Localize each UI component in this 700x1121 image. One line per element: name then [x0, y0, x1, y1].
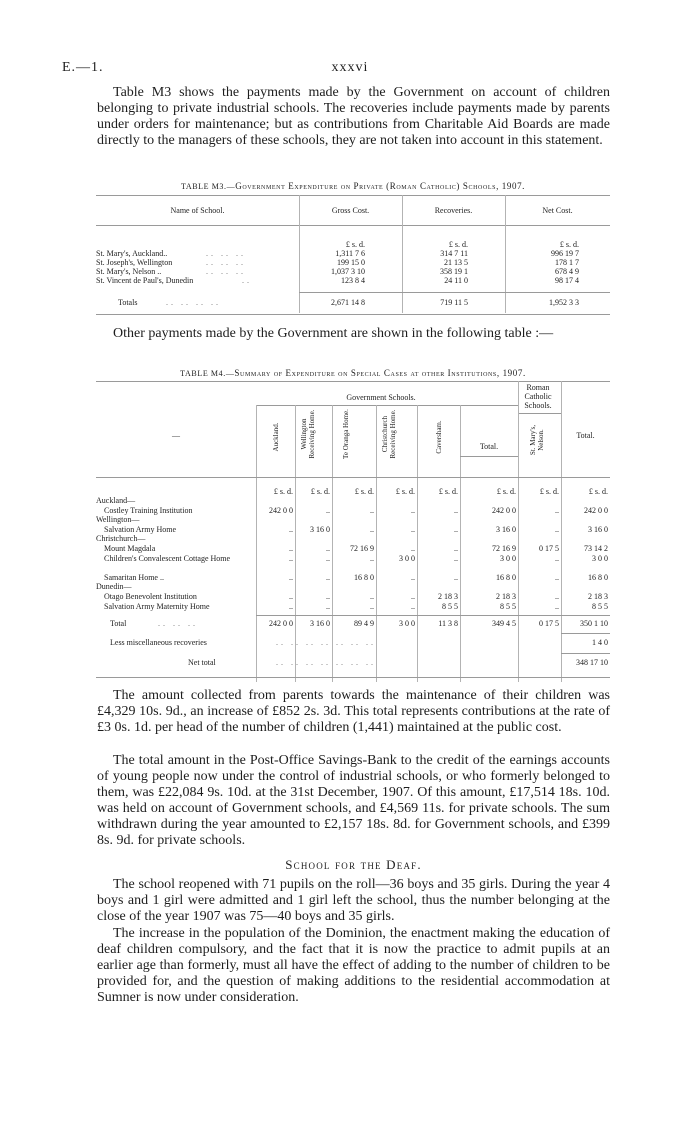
table-cell: .. [411, 524, 415, 534]
table-cell: 72 16 9 [350, 544, 374, 553]
table-cell: .. [326, 572, 330, 582]
table-cell: .. [555, 601, 559, 611]
table-cell: .. [454, 524, 458, 534]
table-cell: .. [411, 601, 415, 611]
table-cell: 242 0 0 [584, 505, 608, 515]
header-page-number: xxxvi [331, 60, 369, 75]
table-cell: 2 18 3 [496, 592, 516, 601]
table-cell: .. [555, 592, 559, 601]
table-cell: 16 8 0 [354, 572, 374, 582]
table-cell: .. [555, 505, 559, 515]
table-cell: .. [326, 505, 330, 515]
table-cell: .. [326, 592, 330, 601]
table-cell: 3 0 0 [592, 553, 608, 563]
table-cell: .. [555, 553, 559, 563]
paragraph-deaf-school-roll: The school reopened with 71 pupils on the roll—36 boys and 35 girls. During the year 4 boys and 1 girl were admitted and 1 girl left the school, thus the number belonging at the close of the year 1907 was 75—40 boys and 35 girls. [97, 877, 610, 925]
table-cell: .. [454, 553, 458, 563]
table-cell: .. [411, 544, 415, 553]
row-label: Auckland— [96, 496, 136, 505]
table-m4-col-auckland: Auckland. [272, 422, 280, 452]
paragraph-parent-contributions: The amount collected from parents towards the maintenance of their children was £4,329 10s. 9d., an increase of £852 2s. 3d. This total represents contributions at the rate of £3 0s. 1d. per head of the number of children (1,441) maintained at the public cost. [97, 688, 610, 736]
table-cell: 2 18 3 [438, 592, 458, 601]
paragraph-table-m4-intro: Other payments made by the Government are shown in the following table :— [113, 326, 554, 341]
table-m3-header-gross: Gross Cost. [331, 206, 370, 215]
table-cell: .. [454, 572, 458, 582]
table-m4-col-christchurch: Christchurch Receiving Home. [381, 409, 397, 459]
table-cell: .. [454, 544, 458, 553]
table-cell: 16 8 0 [496, 572, 516, 582]
table-cell: 8 5 5 [592, 601, 608, 611]
table-cell: 2 18 3 [588, 592, 608, 601]
row-label: Wellington— [96, 515, 140, 525]
table-m4-col-total: Total. [576, 431, 595, 440]
table-m4-col-dash: — [172, 431, 180, 440]
table-m3-unit-gross: £ s. d. [345, 240, 365, 249]
row-label: Costley Training Institution [104, 505, 193, 515]
table-cell: .. [289, 601, 293, 611]
table-cell: .. [555, 524, 559, 534]
table-m4-group-government: Government Schools. [346, 393, 416, 402]
table-cell: .. [289, 592, 293, 601]
table-cell: .. [411, 592, 415, 601]
row-label: Samaritan Home .. [104, 572, 164, 582]
page-header [62, 60, 638, 78]
table-m3-header-school: Name of School. [170, 206, 225, 215]
table-cell: .. [454, 505, 458, 515]
table-cell: 3 0 0 [500, 553, 516, 563]
table-m4-col-st-marys: St. Mary's, Nelson. [529, 424, 545, 456]
table-cell: .. [555, 572, 559, 582]
table-m3-unit-net: £ s. d. [559, 240, 579, 249]
paragraph-deaf-school-accommodation: The increase in the population of the Dominion, the enactment making the education of deaf children compulsory, and the fact that it is now the practice to admit pupils at an earlier age than formerly, must all have the effect of adding to the number of children to be provided for, and the question of making additions to the residential accommodation at Sumner is now under consideration. [97, 926, 610, 1006]
table-m4-col-te-oranga: Te Oranga Home. [342, 409, 350, 459]
table-cell: .. [289, 572, 293, 582]
table-cell: 3 16 0 [588, 524, 608, 534]
table-cell: .. [411, 505, 415, 515]
table-cell: 72 16 9 [492, 544, 516, 553]
paragraph-table-m3-intro: Table M3 shows the payments made by the Government on account of children belonging to private industrial schools. The recoveries include payments made by parents under orders for maintenance; but as contributions from Charitable Aid Boards are made directly to the managers of these schools, they are not taken into account in this statement. [97, 85, 610, 149]
table-m3: Name of School. Gross Cost. Recoveries. Net Cost. £ s. d. £ s. d. £ s. d. St. Mary's, Auckland.. .. .. .. 1,311 7 6 314 7 11 996 19 7 St. Joseph's, Wellington .. .. .. 199 15 0 21 13 5 178 1 7 St. Mary's, Nelson .. .. .. .. 1,037 3 10 358 19 1 678 4 9 St. Vincent de Paul's, Dunedin .. 123 8 4 24 11 0 98 17 4 Totals .. .. .. .. 2,671 14 8 719 11 5 1,952 3 3 [96, 195, 610, 320]
row-label: Mount Magdala [104, 544, 156, 553]
table-cell: 242 0 0 [492, 505, 516, 515]
table-m3-header-net: Net Cost. [542, 206, 573, 215]
table-cell: 3 0 0 [399, 553, 415, 563]
header-ref: E.—1. [62, 60, 104, 75]
table-cell: .. [411, 572, 415, 582]
table-cell: 8 5 5 [500, 601, 516, 611]
row-label: Children's Convalescent Cottage Home [104, 553, 231, 563]
table-m4-group-roman-catholic: Roman Catholic Schools. [524, 383, 552, 410]
table-cell: 3 16 0 [496, 524, 516, 534]
row-label: Otago Benevolent Institution [104, 592, 197, 601]
table-cell: 73 14 2 [584, 544, 608, 553]
table-cell: .. [370, 601, 374, 611]
table-cell: .. [370, 592, 374, 601]
table-m3-header-recoveries: Recoveries. [434, 206, 473, 215]
table-cell: 242 0 0 [269, 505, 293, 515]
table-m4-caption: TABLE M4.—Summary of Expenditure on Special Cases at other Institutions, 1907. [180, 368, 526, 378]
table-cell: .. [370, 505, 374, 515]
table-cell: 0 17 5 [539, 544, 559, 553]
table-m4-col-caversham: Caversham. [435, 420, 443, 454]
paragraph-savings-bank: The total amount in the Post-Office Savings-Bank to the credit of the earnings accounts of young people now under the control of industrial schools, or who formerly belonged to them, was £22,084 9s. 10d. at the 31st December, 1907. Of this amount, £17,514 18s. 10d. was held on account of Government schools, and £4,569 11s. for private schools. The sum withdrawn during the year amounted to £2,157 18s. 8d. for Government schools, and £399 8s. 9d. for private schools. [97, 753, 610, 849]
row-label: Christchurch— [96, 534, 146, 544]
table-cell: 3 16 0 [310, 524, 330, 534]
table-cell: .. [289, 544, 293, 553]
table-cell: .. [289, 553, 293, 563]
table-cell: 8 5 5 [442, 601, 458, 611]
row-label: Dunedin— [96, 582, 132, 592]
table-m4-col-total-gov: Total. [479, 442, 499, 451]
row-label: Salvation Army Home [104, 524, 176, 534]
table-m4-col-wellington: Wellington Receiving Home. [300, 409, 316, 459]
table-cell: 16 8 0 [588, 572, 608, 582]
table-m3-caption: TABLE M3.—Government Expenditure on Private (Roman Catholic) Schools, 1907. [180, 181, 526, 191]
table-cell: .. [370, 553, 374, 563]
table-cell: .. [326, 553, 330, 563]
table-cell: .. [289, 524, 293, 534]
row-label: Salvation Army Maternity Home [104, 601, 210, 611]
table-cell: .. [326, 601, 330, 611]
table-cell: .. [370, 524, 374, 534]
table-cell: .. [326, 544, 330, 553]
section-heading-deaf-school: School for the Deaf. [285, 857, 422, 872]
table-m3-unit-recoveries: £ s. d. [448, 240, 468, 249]
table-m4: Government Schools. Roman Catholic Schools. Auckland. Wellington Receiving Home. Te Oranga Home. Christchurch Receiving Home. Caversham. Total. St. Mary's, Nelson. Total. — £ s. d. £ s. d. £ s. d. £ s. d. £ s. d. £ s. d. £ s. d. £ s. d. Auckland— Costley Training Institution 242 0 0 .. .. .. .. 242 0 0 .. 242 0 0 Wellington— Salvation Army Home .. 3 16 0 .. .. .. 3 16 0 .. 3 16 0 Christchurch— Mount Magdala .. .. 72 16 9 .. .. 72 16 9 0 17 5 73 14 2 Children's Convalescent Cottage Home .. .. .. 3 0 0 .. 3 0 0 .. 3 0 0 Samaritan Home .. .. .. 16 8 0 .. .. 16 8 0 .. 16 8 0 Dunedin— Otago Benevolent Institution .. .. .. .. 2 18 3 2 18 3 .. 2 18 3 Salvation Army Maternity Home .. .. .. .. 8 5 5 8 5 5 .. 8 5 5 Total .. .. .. 242 0 0 3 16 0 89 4 9 3 0 0 11 3 8 349 4 5 0 17 5 350 1 10 Less miscellaneous recoveries .. .. .. .. .. .. .. 1 4 0 Net total .. .. .. .. .. .. .. 348 17 10 [96, 381, 610, 681]
